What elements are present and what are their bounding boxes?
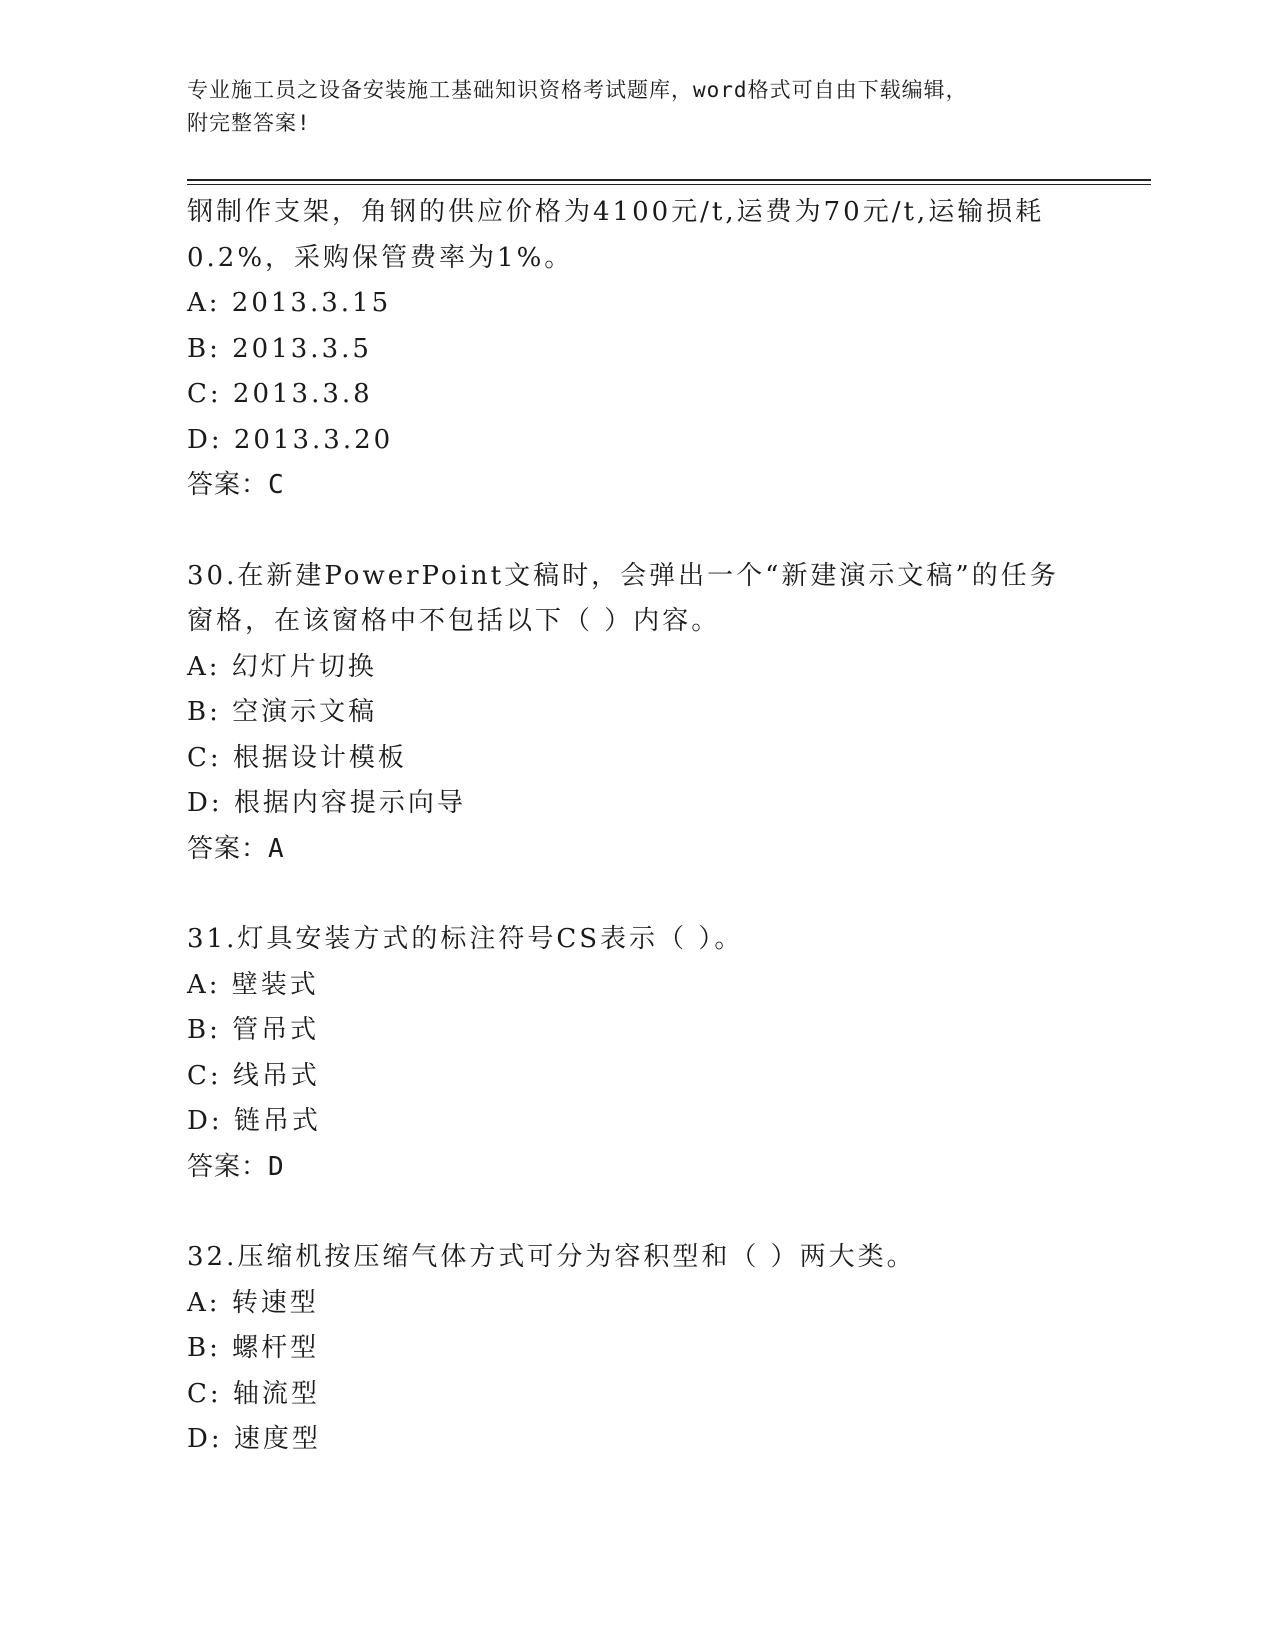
question-block — [187, 917, 1087, 1190]
option-a: A: 幻灯片切换 — [187, 651, 377, 682]
header-line-1: 专业施工员之设备安装施工基础知识资格考试题库，word格式可自由下载编辑， — [187, 78, 968, 102]
spacer — [187, 872, 1087, 917]
option-c: C: 线吊式 — [187, 1060, 320, 1091]
question-block — [187, 554, 1087, 873]
question-stem-line: 窗格，在该窗格中不包括以下（ ）内容。 — [187, 606, 721, 636]
question-stem-line: 30.在新建PowerPoint文稿时，会弹出一个“新建演示文稿”的任务 — [187, 560, 1059, 591]
header-divider-thick — [187, 179, 1151, 181]
question-block — [187, 190, 1087, 509]
option-c: C: 轴流型 — [187, 1378, 320, 1409]
question-block — [187, 1235, 1087, 1463]
option-c: C: 根据设计模板 — [187, 742, 407, 773]
answer-label: 答案：A — [187, 833, 285, 864]
option-b: B: 管吊式 — [187, 1015, 320, 1045]
option-d: D: 链吊式 — [187, 1106, 321, 1136]
option-d: D: 根据内容提示向导 — [187, 788, 466, 818]
question-stem-line: 31.灯具安装方式的标注符号CS表示（ ）。 — [187, 924, 744, 954]
option-a: A: 壁装式 — [187, 969, 319, 1000]
header-line-2: 附完整答案! — [187, 111, 311, 135]
answer-label: 答案：C — [187, 470, 285, 500]
question-stem-line: 0.2%，采购保管费率为1%。 — [187, 242, 574, 273]
option-d: D: 2013.3.20 — [187, 424, 394, 455]
option-d: D: 速度型 — [187, 1424, 321, 1454]
spacer — [187, 509, 1087, 554]
option-b: B: 空演示文稿 — [187, 697, 378, 727]
option-c: C: 2013.3.8 — [187, 379, 373, 409]
document-header — [187, 74, 1067, 140]
option-b: B: 螺杆型 — [187, 1333, 320, 1363]
question-list — [187, 190, 1087, 1463]
spacer — [187, 1190, 1087, 1235]
header-divider-thin — [187, 184, 1151, 185]
option-b: B: 2013.3.5 — [187, 333, 372, 364]
question-stem-line: 钢制作支架，角钢的供应价格为4100元/t,运费为70元/t,运输损耗 — [187, 197, 1045, 227]
option-a: A: 2013.3.15 — [187, 288, 392, 318]
question-stem-line: 32.压缩机按压缩气体方式可分为容积型和（ ）两大类。 — [187, 1242, 916, 1272]
option-a: A: 转速型 — [187, 1287, 319, 1318]
answer-label: 答案：D — [187, 1151, 285, 1182]
